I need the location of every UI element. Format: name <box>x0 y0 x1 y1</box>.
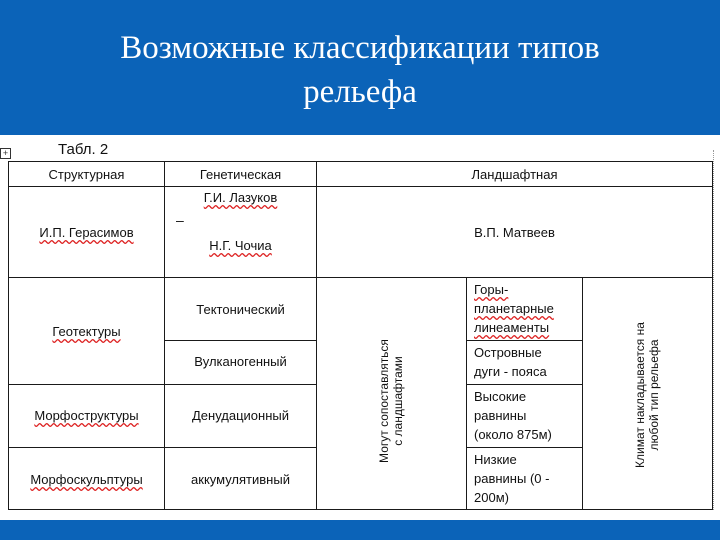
line-gen-3 <box>164 447 317 448</box>
note-climate-line-1: Климат накладывается на <box>633 322 647 468</box>
landscape-high-line-2: равнины <box>474 408 527 423</box>
line-land-3 <box>466 447 583 448</box>
landscape-mountains-line-2: планетарные <box>474 301 554 316</box>
landscape-type-mountains <box>474 280 579 337</box>
author-structural: И.П. Герасимов <box>39 225 134 240</box>
landscape-high-line-1: Высокие <box>474 389 527 404</box>
header-landscape: Ландшафтная <box>471 167 558 182</box>
line-gen-1 <box>164 340 317 341</box>
author-genetic-2: Н.Г. Чочиа <box>209 238 272 253</box>
line-col3 <box>466 277 467 510</box>
landscape-mountains-line-3: линеаменты <box>474 320 550 335</box>
author-landscape: В.П. Матвеев <box>474 225 555 240</box>
note-compare-landscapes <box>377 301 407 501</box>
header-structural: Структурная <box>48 167 125 182</box>
genetic-type-volcanogenic: Вулканогенный <box>194 354 287 369</box>
landscape-mountains-line-1: Горы- <box>474 282 509 297</box>
genetic-type-accumulative: аккумулятивный <box>191 472 290 487</box>
structural-type-geotectures: Геотектуры <box>52 324 121 339</box>
landscape-islands-line-1: Островные <box>474 345 542 360</box>
landscape-type-high-plains <box>474 387 579 444</box>
structural-type-morphostructures: Морфоструктуры <box>34 408 139 423</box>
footer-banner <box>0 520 720 540</box>
author-genetic-1: Г.И. Лазуков <box>203 190 278 205</box>
line-header <box>8 186 713 187</box>
slide-title: Возможные классификации типов рельефа <box>120 30 600 110</box>
landscape-low-line-1: Низкие <box>474 452 517 467</box>
note-climate <box>633 295 663 495</box>
line-bottom <box>8 509 713 510</box>
author-dash: – <box>176 212 184 228</box>
line-land-2 <box>466 384 583 385</box>
line-right <box>712 161 713 510</box>
table-caption: Табл. 2 <box>58 141 109 158</box>
title-banner <box>0 0 720 135</box>
line-struct-2 <box>8 447 165 448</box>
genetic-type-denudation: Денудационный <box>192 408 289 423</box>
landscape-islands-line-2: дуги - пояса <box>474 364 547 379</box>
line-struct-1 <box>8 384 165 385</box>
note-climate-line-2: любой тип рельефа <box>647 339 661 451</box>
landscape-low-line-3: 200м) <box>474 490 509 505</box>
genetic-type-tectonic: Тектонический <box>196 302 285 317</box>
line-land-1 <box>466 340 583 341</box>
line-top <box>8 161 713 162</box>
line-authors <box>8 277 713 278</box>
line-col4 <box>582 277 583 510</box>
structural-type-morphosculptures: Морфоскульптуры <box>30 472 143 487</box>
line-col2 <box>316 161 317 510</box>
landscape-high-line-3: (около 875м) <box>474 427 552 442</box>
note-compare-line-2: с ландшафтами <box>391 356 405 446</box>
landscape-low-line-2: равнины (0 - <box>474 471 550 486</box>
landscape-type-low-plains <box>474 450 579 507</box>
header-genetic: Генетическая <box>199 167 282 182</box>
note-compare-line-1: Могут сопоставляться <box>377 339 391 463</box>
line-gen-2 <box>164 384 317 385</box>
table-anchor-icon[interactable]: + <box>0 148 11 159</box>
page-edge-mark <box>713 150 717 510</box>
landscape-type-island-arcs <box>474 343 579 381</box>
